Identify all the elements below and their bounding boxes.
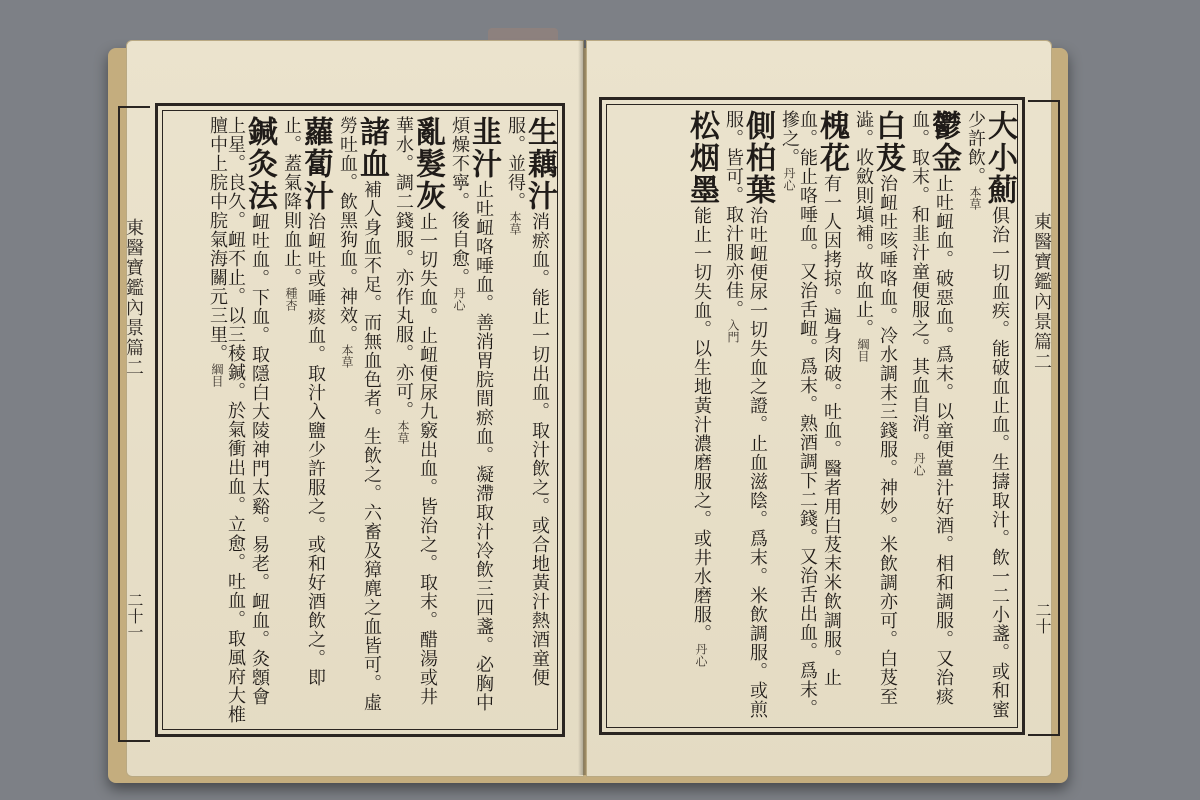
entry-heading: 蘿蔔汁 [298,116,333,212]
entry-body: 治衄吐或唾痰血。取汁入鹽少許服之。或和好酒飲之。即止。蓋氣降則血止。 [281,116,326,687]
entry-source: 丹心 [912,452,926,476]
entry-source: 入門 [726,319,740,343]
entry-heading: 亂髮灰 [410,116,445,212]
right-margin-title: 東醫寶鑑內景篇二 [1031,212,1052,372]
entry-body: 止吐衄咯唾血。善消胃脘間瘀血。凝滯取汁冷飲三四盞。必胸中煩燥不寧。後自愈。 [449,116,494,712]
entry-heading: 鬱金 [926,110,961,174]
entry-heading: 槐花 [814,110,849,174]
entry-source: 丹心 [782,167,796,191]
entry-heading: 生藕汁 [522,116,557,212]
entry [207,116,277,724]
entry-source: 丹心 [694,643,708,667]
right-text-columns [610,110,1017,722]
entry-source: 本草 [968,186,982,210]
entry [965,110,1017,722]
left-page-number: 二十一 [125,592,144,640]
entry-source: 綱目 [856,338,870,362]
entry-heading: 鍼灸法 [242,116,277,212]
entry [909,110,961,722]
entry-body: 衄吐血。下血。取隱白大陵神門太谿。易老。衄血。灸顖會上星。良久。衄不止。以三稜鍼。於氣衝出血。立愈。吐血。取風府大椎膻中上脘中脘氣海關元三里。 [207,116,270,724]
entry-body: 治吐衄便尿一切失血之證。止血滋陰。爲末。米飲調服。或煎服。皆可。取汁服亦佳。 [723,110,768,719]
entry-heading: 白芨 [870,110,905,174]
entry [779,110,849,722]
entry [505,116,557,724]
entry-body: 止一切失血。止衄便尿九竅出血。皆治之。取末。醋湯或井華水。調二錢服。亦作丸服。亦可。 [393,116,438,706]
entry-body: 能止一切失血。以生地黃汁濃磨服之。或井水磨服。 [691,206,712,643]
entry-source: 種杏 [284,287,298,311]
right-page-number: 二十 [1033,602,1052,634]
entry-body: 止吐衄血。破惡血。爲末。以童便薑汁好酒。相和調服。又治痰血。取末。和韭汁童便服之。其血自消。 [909,110,954,706]
entry-heading: 側柏葉 [740,110,775,206]
right-margin-column [1028,100,1060,736]
entry-source: 本草 [396,420,410,444]
entry-body: 有一人因拷掠。遍身肉破。吐血。醫者用白芨末米飲調服。止血。能止咯唾血。又治舌衄。爲末。熟酒調下二錢。又治舌出血。爲末。摻之。 [779,110,842,718]
entry [684,110,719,722]
left-margin-title: 東醫寶鑑內景篇二 [123,218,144,378]
entry-source: 綱目 [210,363,224,387]
open-book [108,28,1068,788]
left-page [123,40,584,777]
entry [723,110,775,722]
left-text-columns [166,116,557,724]
right-page-frame [599,97,1052,735]
entry [853,110,905,722]
left-page-frame [123,103,565,737]
entry-heading: 韭汁 [466,116,501,180]
entry-body: 消瘀血。能止一切出血。取汁飲之。或合地黃汁熱酒童便服。並得。 [505,116,550,687]
right-page [586,40,1052,777]
entry-heading: 諸血 [354,116,389,180]
entry-body: 俱治一切血疾。能破血止血。生擣取汁。飲一二小盞。或和蜜少許飲。 [965,110,1010,719]
entry-source: 本草 [340,344,354,368]
entry-source: 丹心 [452,287,466,311]
entry-source: 本草 [508,211,522,235]
entry [449,116,501,724]
entry-body: 補人身血不足。而無血色者。生飲之。六畜及獐麂之血皆可。虛勞吐血。飲黑狗血。神效。 [337,116,382,712]
entry [337,116,389,724]
entry [281,116,333,724]
left-margin-column [118,106,150,742]
entry-body: 治衄吐咳唾咯血。冷水調末三錢服。神妙。米飲調亦可。白芨至澁。收斂則塡補。故血止。 [853,110,898,706]
entry [393,116,445,724]
entry-heading: 松烟墨 [684,110,719,206]
entry-heading: 大小薊 [982,110,1017,206]
